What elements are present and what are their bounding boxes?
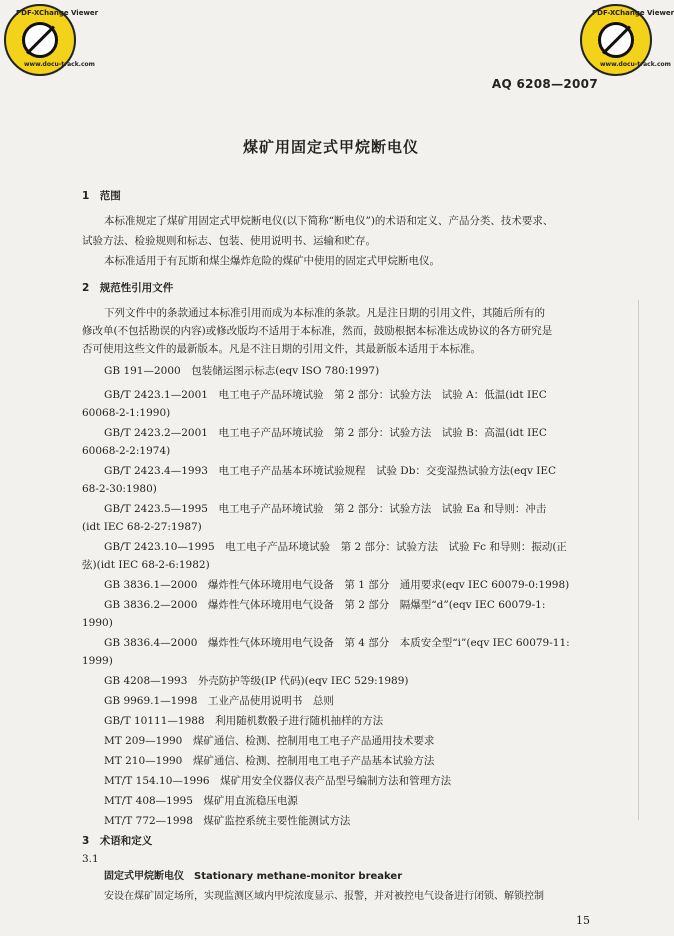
page-number: 15: [576, 914, 590, 927]
pdf-xchange-badge-left[interactable]: [4, 4, 99, 76]
badge-top-text: PDF-XChange Viewer: [16, 9, 99, 17]
paragraph-line: 本标准规定了煤矿用固定式甲烷断电仪(以下简称“断电仪”)的术语和定义、产品分类、技术要求、: [104, 215, 554, 227]
reference-item: 60068-2-1:1990): [82, 407, 171, 419]
reference-item: MT/T 154.10—1996 煤矿用安全仪器仪表产品型号编制方法和管理方法: [104, 775, 452, 787]
paragraph-line: 修改单(不包括勘误的内容)或修改版均不适用于本标准，然而，鼓励根据本标准达成协议的各方研究是: [82, 325, 553, 337]
scan-margin-line: [638, 300, 639, 820]
subsection-number: 3.1: [82, 853, 99, 865]
badge-bottom-text: www.docu-track.com: [24, 61, 95, 68]
paragraph-line: 试验方法、检验规则和标志、包装、使用说明书、运输和贮存。: [82, 235, 376, 247]
reference-item: GB 3836.1—2000 爆炸性气体环境用电气设备 第 1 部分 通用要求(eqv IEC 60079-0:1998): [104, 579, 570, 591]
reference-item: 1990): [82, 617, 113, 629]
section1-heading: 1 范围: [82, 190, 121, 202]
paragraph-line: 本标准适用于有瓦斯和煤尘爆炸危险的煤矿中使用的固定式甲烷断电仪。: [104, 255, 440, 267]
reference-item: 弦)(idt IEC 68-2-6:1982): [82, 559, 210, 571]
badge-top-text: PDF-XChange Viewer: [592, 9, 674, 17]
paragraph-line: 下列文件中的条款通过本标准引用而成为本标准的条款。凡是注日期的引用文件，其随后所有的: [104, 307, 545, 319]
reference-item: 1999): [82, 655, 113, 667]
term-title: 固定式甲烷断电仪 Stationary methane-monitor breaker: [104, 871, 403, 882]
page-title: 煤矿用固定式甲烷断电仪: [242, 138, 419, 156]
paragraph-line: 否可使用这些文件的最新版本。凡是不注日期的引用文件，其最新版本适用于本标准。: [82, 343, 481, 355]
reference-item: GB 9969.1—1998 工业产品使用说明书 总则: [104, 695, 334, 707]
reference-item: MT 209—1990 煤矿通信、检测、控制用电工电子产品通用技术要求: [104, 735, 435, 747]
reference-item: MT/T 772—1998 煤矿监控系统主要性能测试方法: [104, 815, 351, 827]
reference-item: GB 3836.2—2000 爆炸性气体环境用电气设备 第 2 部分 隔爆型“d”(eqv IEC 60079-1:: [104, 599, 546, 611]
reference-item: GB 3836.4—2000 爆炸性气体环境用电气设备 第 4 部分 本质安全型“i”(eqv IEC 60079-11:: [104, 637, 570, 649]
reference-item: GB/T 2423.2—2001 电工电子产品环境试验 第 2 部分：试验方法 试验 B：高温(idt IEC: [104, 427, 547, 439]
reference-item: GB/T 2423.4—1993 电工电子产品基本环境试验规程 试验 Db：交变湿热试验方法(eqv IEC: [104, 465, 557, 477]
reference-item: GB 191—2000 包装储运图示标志(eqv ISO 780:1997): [104, 365, 380, 377]
term-definition: 安设在煤矿固定场所，实现监测区域内甲烷浓度显示、报警，并对被控电气设备进行闭锁、解锁控制: [104, 891, 544, 902]
reference-item: MT/T 408—1995 煤矿用直流稳压电源: [104, 795, 298, 807]
section3-heading: 3 术语和定义: [82, 835, 153, 847]
section2-heading: 2 规范性引用文件: [82, 282, 174, 294]
reference-item: GB 4208—1993 外壳防护等级(IP 代码)(eqv IEC 529:1989): [104, 675, 409, 687]
reference-item: MT 210—1990 煤矿通信、检测、控制用电工电子产品基本试验方法: [104, 755, 435, 767]
reference-item: 68-2-30:1980): [82, 483, 157, 495]
reference-item: (idt IEC 68-2-27:1987): [82, 521, 202, 533]
no-sign-icon: [598, 22, 634, 58]
badge-bottom-text: www.docu-track.com: [600, 61, 671, 68]
pdf-xchange-badge-right[interactable]: [580, 4, 674, 76]
reference-item: GB/T 2423.5—1995 电工电子产品环境试验 第 2 部分：试验方法 试验 Ea 和导则：冲击: [104, 503, 547, 515]
reference-item: GB/T 2423.1—2001 电工电子产品环境试验 第 2 部分：试验方法 试验 A：低温(idt IEC: [104, 389, 547, 401]
reference-item: GB/T 2423.10—1995 电工电子产品环境试验 第 2 部分：试验方法 试验 Fc 和导则：振动(正: [104, 541, 567, 553]
reference-item: 60068-2-2:1974): [82, 445, 171, 457]
reference-item: GB/T 10111—1988 利用随机数骰子进行随机抽样的方法: [104, 715, 384, 727]
no-sign-icon: [22, 22, 58, 58]
standard-code: AQ 6208—2007: [491, 77, 598, 91]
